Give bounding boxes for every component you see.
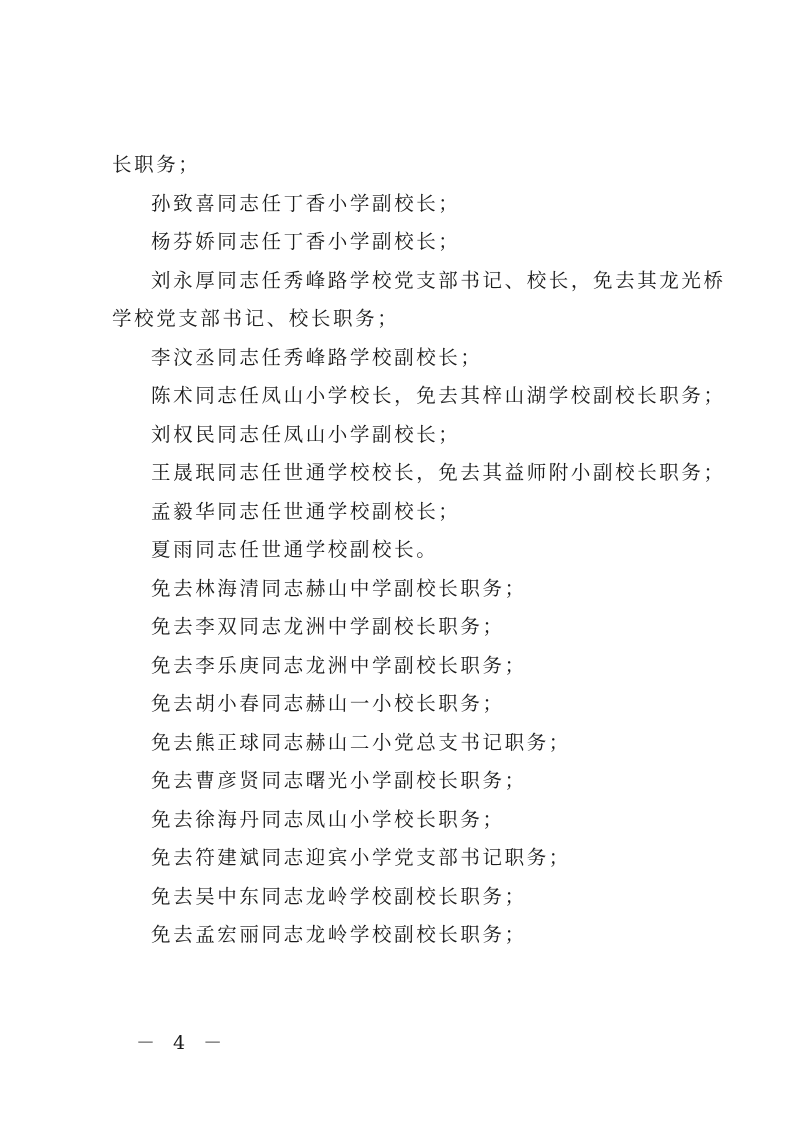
text-line: 免去熊正球同志赫山二小党总支书记职务；	[151, 730, 571, 754]
text-line: 免去李乐庚同志龙洲中学副校长职务；	[151, 653, 527, 677]
text-line: 长职务；	[112, 153, 201, 176]
text-line: 孟毅华同志任世通学校副校长；	[151, 499, 461, 523]
text-line: 刘永厚同志任秀峰路学校党支部书记、校长，免去其龙光桥	[151, 268, 726, 292]
text-line: 免去李双同志龙洲中学副校长职务；	[151, 615, 505, 638]
text-line: 学校党支部书记、校长职务；	[112, 307, 400, 330]
text-line: 陈术同志任凤山小学校长，免去其梓山湖学校副校长职务；	[151, 384, 726, 407]
text-line: 孙致喜同志任丁香小学副校长；	[151, 191, 461, 215]
document-body	[112, 146, 726, 955]
text-line: 免去徐海丹同志凤山小学校长职务；	[151, 807, 505, 831]
text-line: 夏雨同志任世通学校副校长。	[151, 538, 439, 561]
text-line: 免去曹彦贤同志曙光小学副校长职务；	[151, 769, 527, 792]
text-line: 杨芬娇同志任丁香小学副校长；	[151, 230, 461, 253]
text-line: 免去吴中东同志龙岭学校副校长职务；	[151, 884, 527, 908]
text-line: 免去胡小春同志赫山一小校长职务；	[151, 692, 505, 715]
text-line: 免去林海清同志赫山中学副校长职务；	[151, 576, 527, 600]
text-line: 免去孟宏丽同志龙岭学校副校长职务；	[151, 923, 527, 946]
text-line: 刘权民同志任凤山小学副校长；	[151, 422, 461, 446]
text-line: 李汶丞同志任秀峰路学校副校长；	[151, 345, 483, 369]
page-number: － 4 －	[136, 1032, 229, 1054]
text-line: 免去符建斌同志迎宾小学党支部书记职务；	[151, 846, 571, 869]
text-line: 王晟珉同志任世通学校校长，免去其益师附小副校长职务；	[151, 461, 726, 484]
